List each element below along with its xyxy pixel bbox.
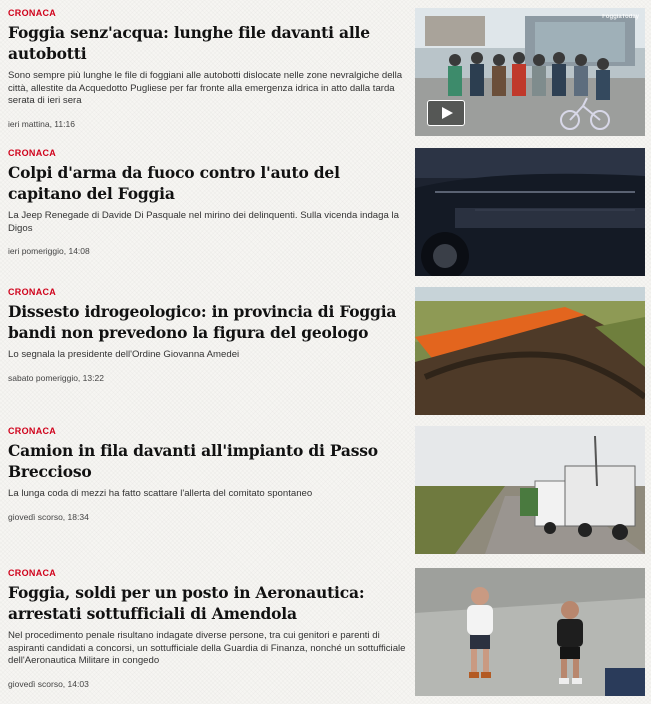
article-text	[8, 560, 406, 692]
article-card[interactable]	[0, 418, 651, 554]
article-summary: Nel procedimento penale risultano indagate diverse persone, tra cui genitori e parenti di aspiranti candidati a concorsi, un sottufficiale della Guardia di Finanza, nonché un sottufficiale dell'Aeronautica Militare in congedo	[8, 630, 406, 667]
article-time: ieri mattina, 11:16	[8, 118, 75, 129]
category-label[interactable]: CRONACA	[8, 568, 57, 578]
category-label[interactable]: CRONACA	[8, 8, 57, 18]
category-label[interactable]: CRONACA	[8, 287, 57, 297]
article-text	[8, 140, 406, 259]
article-thumbnail[interactable]	[415, 426, 645, 554]
article-thumbnail[interactable]	[415, 148, 645, 276]
category-label[interactable]: CRONACA	[8, 148, 57, 158]
article-summary: Lo segnala la presidente dell'Ordine Giovanna Amedei	[8, 349, 240, 360]
article-title[interactable]: Foggia, soldi per un posto in Aeronautica: arrestati sottufficiali di Amendola	[8, 583, 365, 623]
article-card[interactable]	[0, 279, 651, 415]
damaged-car-image	[415, 148, 645, 276]
article-summary: La Jeep Renegade di Davide Di Pasquale nel mirino dei delinquenti. Sulla vicenda indaga la Digos	[8, 210, 399, 234]
article-text	[8, 0, 406, 132]
article-thumbnail[interactable]	[415, 287, 645, 415]
article-thumbnail[interactable]	[415, 568, 645, 696]
article-title[interactable]: Foggia senz'acqua: lunghe file davanti alle autobotti	[8, 23, 370, 63]
category-label[interactable]: CRONACA	[8, 426, 57, 436]
article-card[interactable]	[0, 0, 651, 136]
article-thumbnail[interactable]	[415, 8, 645, 136]
article-time: sabato pomeriggio, 13:22	[8, 372, 104, 383]
article-summary: La lunga coda di mezzi ha fatto scattare l'allerta del comitato spontaneo	[8, 488, 313, 499]
article-time: ieri pomeriggio, 14:08	[8, 246, 90, 257]
article-text	[8, 279, 406, 386]
article-card[interactable]	[0, 140, 651, 276]
two-men-walking-image	[415, 568, 645, 696]
play-video-icon[interactable]	[427, 100, 465, 126]
source-badge: FoggiaToday	[602, 14, 639, 20]
article-title[interactable]: Colpi d'arma da fuoco contro l'auto del capitano del Foggia	[8, 163, 340, 203]
article-time: giovedì scorso, 14:03	[8, 678, 89, 689]
landslide-road-image	[415, 287, 645, 415]
article-text	[8, 418, 406, 525]
article-title[interactable]: Dissesto idrogeologico: in provincia di Foggia bandi non prevedono la figura del geologo	[8, 302, 397, 342]
article-time: giovedì scorso, 18:34	[8, 511, 89, 522]
article-title[interactable]: Camion in fila davanti all'impianto di Passo Breccioso	[8, 441, 378, 481]
trucks-in-line-image	[415, 426, 645, 554]
article-summary: Sono sempre più lunghe le file di foggiani alle autobotti dislocate nelle zone nevralgiche della città, allestite da Acquedotto Pugliese per far fronte alla emergenza idrica in atto dalla tarda serata di ieri sera	[8, 70, 403, 107]
article-card[interactable]	[0, 560, 651, 704]
